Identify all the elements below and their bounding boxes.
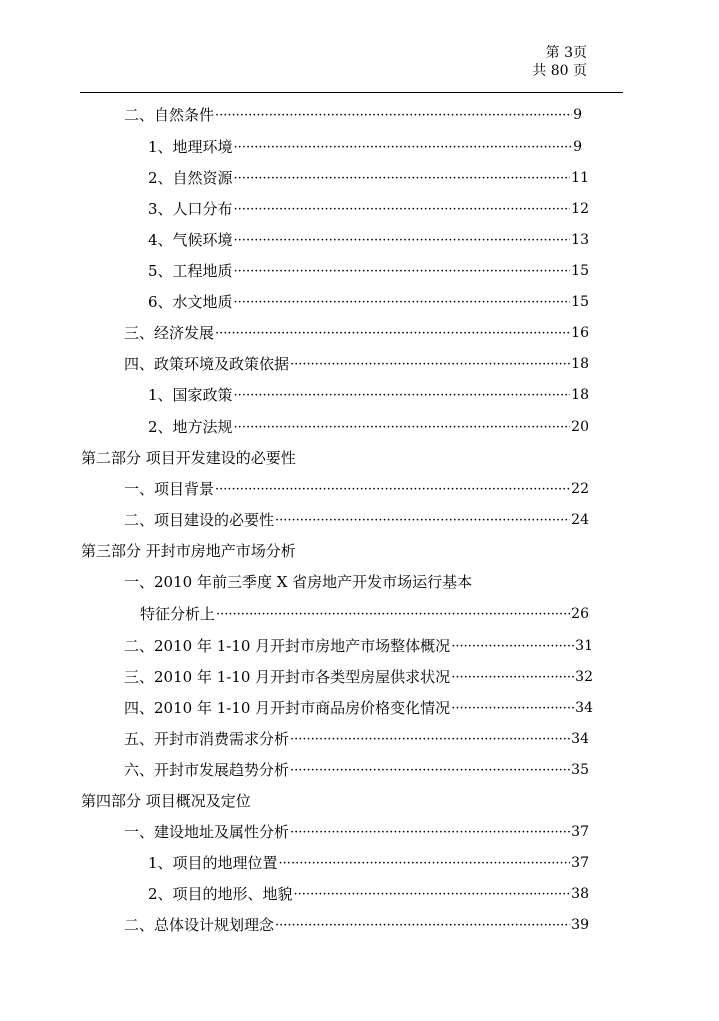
toc-leader-dots (215, 107, 572, 125)
toc-entry-page: 31 (575, 638, 593, 654)
toc-entry-title: 2、地方法规 (148, 418, 233, 436)
toc-leader-dots (234, 201, 571, 219)
toc-leader-dots (234, 263, 571, 281)
toc-entry-title: 三、2010 年 1-10 月开封市各类型房屋供求状况 (124, 668, 451, 686)
toc-entry-title: 二、2010 年 1-10 月开封市房地产市场整体概况 (124, 637, 451, 655)
toc-leader-dots (234, 232, 571, 250)
toc-leader-dots (275, 512, 570, 530)
toc-entry[interactable] (148, 230, 589, 250)
toc-entry-title: 6、水文地质 (148, 293, 233, 311)
toc-leader-dots (234, 294, 571, 312)
toc-entry-page: 11 (571, 170, 589, 186)
toc-leader-dots (290, 762, 570, 780)
toc-entry-title: 4、气候环境 (148, 231, 233, 249)
toc-entry-title: 2、项目的地形、地貌 (148, 885, 293, 903)
toc-entry-page: 34 (575, 700, 593, 716)
toc-entry-title: 六、开封市发展趋势分析 (124, 761, 290, 779)
total-pages-label: 共 80 页 (532, 63, 587, 79)
toc-entry-page: 18 (571, 387, 589, 403)
toc-part-heading[interactable]: 第二部分 项目开发建设的必要性 (81, 449, 296, 467)
toc-entry-page: 9 (573, 107, 582, 123)
toc-entry-title: 1、地理环境 (148, 138, 233, 156)
toc-entry[interactable] (148, 292, 589, 312)
toc-entry[interactable] (148, 853, 589, 873)
toc-leader-dots (290, 356, 570, 374)
toc-entry[interactable] (148, 261, 589, 281)
toc-leader-dots (234, 139, 573, 157)
toc-entry[interactable] (124, 822, 589, 842)
toc-leader-dots (216, 606, 570, 624)
toc-entry-page: 24 (571, 512, 589, 528)
toc-entry-page: 15 (571, 294, 589, 310)
current-page-label: 第 3页 (545, 45, 587, 61)
toc-entry-title: 一、项目背景 (124, 480, 215, 498)
toc-leader-dots (290, 731, 570, 749)
toc-entry[interactable] (124, 105, 582, 125)
toc-entry-page: 16 (571, 325, 589, 341)
toc-entry-title: 5、工程地质 (148, 262, 233, 280)
toc-entry-title: 二、自然条件 (124, 106, 215, 124)
toc-entry[interactable] (148, 417, 589, 437)
toc-entry[interactable] (124, 323, 589, 343)
toc-entry[interactable] (148, 199, 589, 219)
toc-leader-dots (279, 855, 571, 873)
toc-entry-page: 18 (571, 356, 589, 372)
toc-entry-title: 2、自然资源 (148, 169, 233, 187)
toc-entry-page: 9 (573, 139, 582, 155)
toc-entry-page: 39 (571, 917, 589, 933)
toc-entry-title: 3、人口分布 (148, 200, 233, 218)
toc-entry-page: 34 (571, 731, 589, 747)
toc-entry[interactable] (124, 729, 589, 749)
toc-entry-title: 一、建设地址及属性分析 (124, 823, 290, 841)
toc-entry-page: 38 (571, 886, 589, 902)
toc-entry[interactable] (140, 604, 589, 624)
toc-entry[interactable] (124, 354, 589, 374)
toc-entry-page: 35 (571, 762, 589, 778)
toc-entry-title: 二、总体设计规划理念 (124, 916, 275, 934)
toc-entry[interactable] (124, 760, 589, 780)
toc-leader-dots (451, 638, 574, 656)
toc-entry-page: 37 (571, 824, 589, 840)
toc-entry-title: 特征分析上 (140, 605, 216, 623)
toc-leader-dots (234, 387, 571, 405)
toc-entry[interactable] (148, 385, 589, 405)
toc-entry[interactable] (124, 667, 593, 687)
toc-entry[interactable] (148, 884, 589, 904)
toc-leader-dots (215, 481, 570, 499)
toc-entry-page: 32 (575, 669, 593, 685)
toc-entry-page: 26 (571, 606, 589, 622)
toc-entry[interactable] (148, 137, 582, 157)
toc-entry-page: 13 (571, 232, 589, 248)
toc-leader-dots (234, 170, 571, 188)
toc-leader-dots (290, 824, 570, 842)
toc-entry-title: 五、开封市消费需求分析 (124, 730, 290, 748)
toc-entry-title-line1[interactable]: 一、2010 年前三季度 X 省房地产开发市场运行基本 (124, 573, 473, 591)
toc-leader-dots (275, 917, 570, 935)
toc-entry[interactable] (148, 168, 589, 188)
toc-entry[interactable] (124, 510, 589, 530)
toc-leader-dots (451, 700, 574, 718)
toc-leader-dots (451, 669, 574, 687)
toc-entry-page: 12 (571, 201, 589, 217)
toc-part-heading[interactable]: 第三部分 开封市房地产市场分析 (81, 542, 296, 560)
toc-entry[interactable] (124, 698, 593, 718)
toc-entry-page: 22 (571, 481, 589, 497)
toc-entry-title: 四、政策环境及政策依据 (124, 355, 290, 373)
toc-entry[interactable] (124, 479, 589, 499)
toc-entry-title: 三、经济发展 (124, 324, 215, 342)
toc-entry-page: 37 (571, 855, 589, 871)
toc-entry-page: 15 (571, 263, 589, 279)
toc-entry-title: 1、国家政策 (148, 386, 233, 404)
toc-entry-page: 20 (571, 419, 589, 435)
toc-entry-title: 二、项目建设的必要性 (124, 511, 275, 529)
toc-entry-title: 1、项目的地理位置 (148, 854, 278, 872)
toc-leader-dots (234, 419, 571, 437)
toc-leader-dots (294, 886, 571, 904)
toc-entry[interactable] (124, 636, 593, 656)
toc-leader-dots (215, 325, 570, 343)
toc-part-heading[interactable]: 第四部分 项目概况及定位 (81, 792, 251, 810)
toc-entry[interactable] (124, 915, 589, 935)
toc-entry-title: 四、2010 年 1-10 月开封市商品房价格变化情况 (124, 699, 451, 717)
